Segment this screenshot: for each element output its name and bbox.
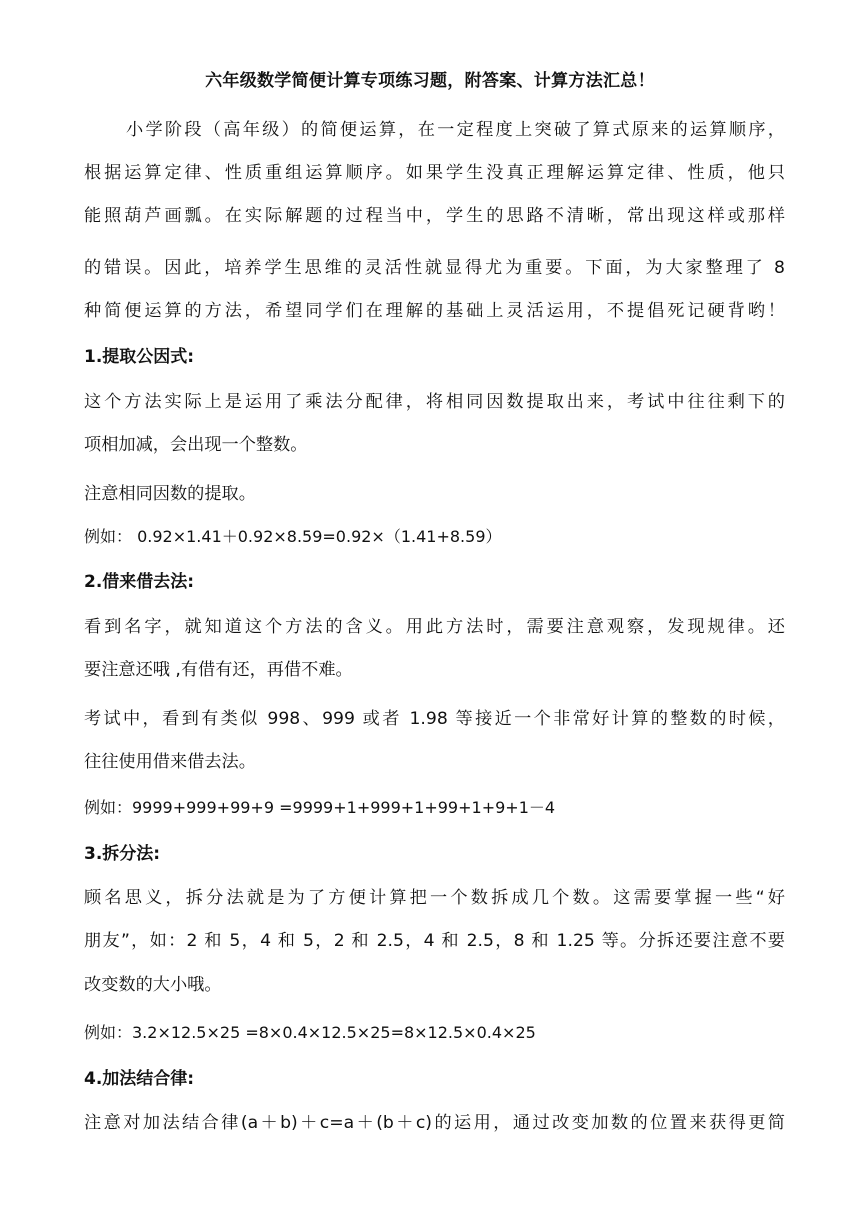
- section-1-example: 例如： 0.92×1.41＋0.92×8.59=0.92×（1.41+8.59）: [84, 527, 502, 546]
- section-4-heading: 4.加法结合律:: [84, 1069, 195, 1089]
- intro-line-3: 能照葫芦画瓢。在实际解题的过程当中，学生的思路不清晰，常出现这样或那样: [84, 206, 785, 226]
- section-1-line-2: 项相加减，会出现一个整数。: [84, 435, 308, 455]
- document-title: 六年级数学简便计算专项练习题，附答案、计算方法汇总！: [205, 71, 655, 91]
- intro-line-2: 根据运算定律、性质重组运算顺序。如果学生没真正理解运算定律、性质，他只: [84, 163, 785, 183]
- section-1-line-3: 注意相同因数的提取。: [84, 484, 256, 504]
- section-3-line-2: 朋友”，如：2 和 5，4 和 5，2 和 2.5，4 和 2.5，8 和 1.25 等。分拆还要注意不要: [84, 931, 785, 951]
- section-3-example: 例如：3.2×12.5×25 =8×0.4×12.5×25=8×12.5×0.4×25: [84, 1023, 536, 1042]
- intro-line-1: 小学阶段（高年级）的简便运算，在一定程度上突破了算式原来的运算顺序，: [126, 120, 785, 140]
- section-2-line-4: 往往使用借来借去法。: [84, 752, 256, 772]
- section-3-line-1: 顾名思义，拆分法就是为了方便计算把一个数拆成几个数。这需要掌握一些“好: [84, 888, 785, 908]
- section-2-line-3: 考试中，看到有类似 998、999 或者 1.98 等接近一个非常好计算的整数的时候，: [84, 709, 785, 729]
- section-3-heading: 3.拆分法:: [84, 844, 161, 864]
- section-4-line-1: 注意对加法结合律(a＋b)＋c=a＋(b＋c)的运用，通过改变加数的位置来获得更简: [84, 1113, 785, 1133]
- section-3-line-3: 改变数的大小哦。: [84, 975, 222, 995]
- section-2-example: 例如：9999+999+99+9 =9999+1+999+1+99+1+9+1－4: [84, 798, 556, 817]
- intro-line-5: 种简便运算的方法，希望同学们在理解的基础上灵活运用，不提倡死记硬背哟！: [84, 301, 785, 321]
- section-2-heading: 2.借来借去法:: [84, 572, 195, 592]
- section-2-line-1: 看到名字，就知道这个方法的含义。用此方法时，需要注意观察，发现规律。还: [84, 617, 785, 637]
- section-2-line-2: 要注意还哦 ,有借有还，再借不难。: [84, 660, 353, 680]
- section-1-heading: 1.提取公因式:: [84, 347, 195, 367]
- intro-line-4: 的错误。因此，培养学生思维的灵活性就显得尤为重要。下面，为大家整理了 8: [84, 258, 785, 278]
- section-1-line-1: 这个方法实际上是运用了乘法分配律，将相同因数提取出来，考试中往往剩下的: [84, 392, 785, 412]
